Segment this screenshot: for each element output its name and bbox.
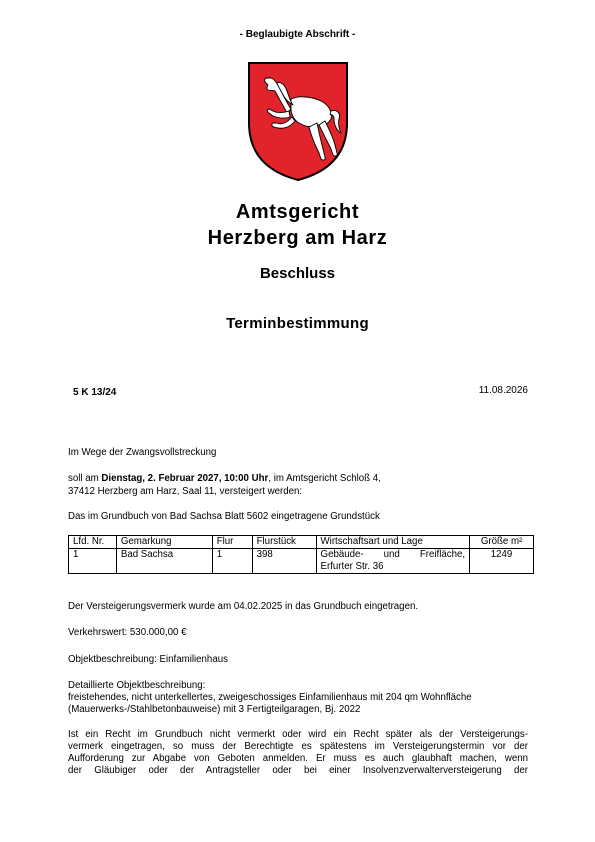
detailed-description-line1: freistehendes, nicht unterkellertes, zweigeschossiges Einfamilienhaus mit 204 qm Wohnfläche (68, 692, 472, 703)
rights-paragraph-line3: Aufforderung zur Abgabe von Geboten anmelden. Er muss es auch glaubhaft machen, wenn (68, 753, 528, 764)
rights-paragraph-line4: der Gläubiger oder der Antragsteller oder bei einer Insolvenzverwalterversteigerung der (68, 765, 528, 776)
auction-date-bold: Dienstag, 2. Februar 2027, 10:00 Uhr (101, 473, 269, 484)
detailed-description-line2: (Mauerwerks-/Stahlbetonbauweise) mit 3 Fertigteilgaragen, Bj. 2022 (68, 704, 361, 715)
auction-location-line: 37412 Herzberg am Harz, Saal 11, versteigert werden: (68, 486, 303, 497)
property-table (68, 535, 534, 574)
table-header: Wirtschaftsart und Lage (316, 536, 470, 549)
document-date: 11.08.2026 (478, 385, 528, 396)
rights-paragraph-line2: vermerk eingetragen, so muss der Berechtigte es spätestens im Versteigerungstermin vor der (68, 741, 528, 752)
table-header: Flurstück (252, 536, 316, 549)
table-cell-gemarkung: Bad Sachsa (116, 549, 212, 574)
table-cell-lage (316, 549, 470, 574)
table-header: Größe m² (470, 536, 534, 549)
rights-paragraph-line1: Ist ein Recht im Grundbuch nicht vermerkt oder wird ein Recht später als der Versteigerungs- (68, 729, 528, 740)
intro-text: Im Wege der Zwangsvollstreckung (68, 447, 217, 458)
document-type: Beschluss (259, 265, 336, 282)
detailed-description-label: Detaillierte Objektbeschreibung: (68, 680, 206, 691)
table-row (69, 549, 534, 574)
file-reference: 5 K 13/24 (73, 387, 117, 398)
auction-date-prefix: soll am (68, 473, 102, 484)
market-value-text: Verkehrswert: 530.000,00 € (68, 627, 187, 638)
table-cell-lage-line2: Erfurter Str. 36 (320, 561, 384, 572)
table-header: Lfd. Nr. (69, 536, 117, 549)
object-description-text: Objektbeschreibung: Einfamilienhaus (68, 654, 228, 665)
table-header-row (69, 536, 534, 549)
table-cell-groesse: 1249 (470, 549, 534, 574)
auction-note-text: Der Versteigerungsvermerk wurde am 04.02.2025 in das Grundbuch eingetragen. (68, 601, 419, 612)
table-cell-lfd: 1 (69, 549, 117, 574)
table-cell-lage-line1: Gebäude- und Freifläche, (320, 549, 466, 560)
court-name-line2: Herzberg am Harz (207, 227, 388, 249)
court-name-line1: Amtsgericht (235, 201, 360, 223)
auction-date-line (68, 473, 528, 485)
table-cell-flurstueck: 398 (252, 549, 316, 574)
document-subject: Terminbestimmung (226, 315, 369, 332)
certified-copy-label: - Beglaubigte Abschrift - (239, 29, 356, 40)
property-intro: Das im Grundbuch von Bad Sachsa Blatt 5602 eingetragene Grundstück (68, 511, 380, 522)
table-cell-flur: 1 (212, 549, 252, 574)
table-header: Gemarkung (116, 536, 212, 549)
auction-date-suffix: , im Amtsgericht Schloß 4, (268, 473, 381, 484)
lower-saxony-horse-crest-icon (247, 61, 349, 182)
table-header: Flur (212, 536, 252, 549)
